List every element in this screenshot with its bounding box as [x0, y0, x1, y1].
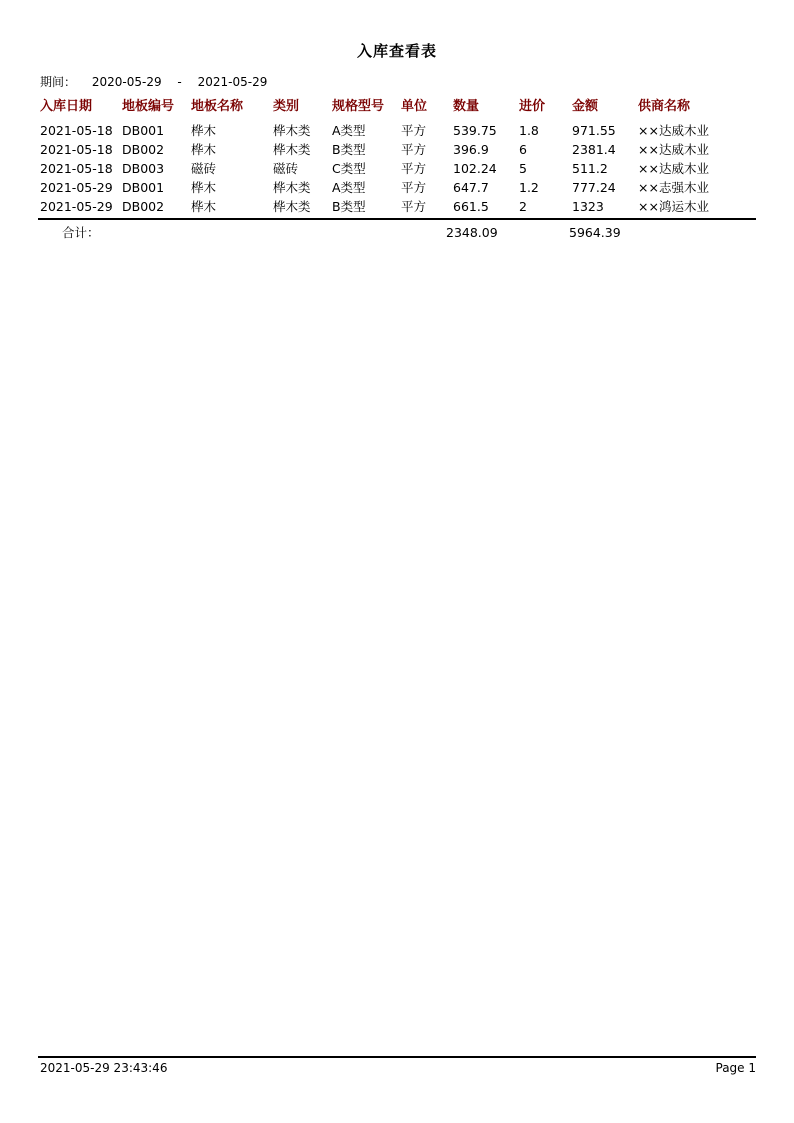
cell-code: DB001: [122, 180, 165, 195]
cell-code: DB003: [122, 161, 165, 176]
col-header-price: 进价: [519, 99, 546, 114]
cell-unit: 平方: [401, 161, 427, 176]
cell-amount: 777.24: [572, 180, 616, 195]
col-header-spec: 规格型号: [332, 99, 385, 114]
cell-price: 1.8: [519, 123, 539, 138]
table-header: [0, 97, 794, 116]
report-title: 入库查看表: [356, 42, 437, 60]
cell-unit: 平方: [401, 123, 427, 138]
totals-amount: 5964.39: [569, 225, 621, 240]
cell-supplier: ××达威木业: [638, 123, 709, 138]
footer-page-number: Page 1: [715, 1061, 756, 1075]
cell-date: 2021-05-18: [40, 123, 113, 138]
cell-supplier: ××志强木业: [638, 180, 709, 195]
cell-supplier: ××达威木业: [638, 142, 709, 157]
col-header-code: 地板编号: [122, 99, 175, 114]
cell-category: 桦木类: [273, 180, 311, 195]
cell-quantity: 102.24: [453, 161, 497, 176]
cell-name: 桦木: [191, 199, 217, 214]
cell-unit: 平方: [401, 199, 427, 214]
totals-row: [0, 223, 794, 242]
cell-price: 2: [519, 199, 527, 214]
cell-quantity: 661.5: [453, 199, 489, 214]
cell-spec: B类型: [332, 142, 366, 157]
cell-amount: 2381.4: [572, 142, 616, 157]
cell-category: 磁砖: [273, 161, 299, 176]
cell-spec: B类型: [332, 199, 366, 214]
cell-name: 桦木: [191, 142, 217, 157]
cell-price: 6: [519, 142, 527, 157]
col-header-quantity: 数量: [453, 99, 480, 114]
table-bottom-rule: [38, 218, 756, 220]
cell-spec: A类型: [332, 123, 366, 138]
cell-code: DB001: [122, 123, 165, 138]
cell-amount: 971.55: [572, 123, 616, 138]
report-period: [40, 73, 267, 90]
cell-supplier: ××鸿运木业: [638, 199, 709, 214]
totals-quantity: 2348.09: [446, 225, 498, 240]
period-start: 2020-05-29: [91, 75, 162, 89]
cell-spec: C类型: [332, 161, 366, 176]
cell-date: 2021-05-29: [40, 199, 113, 214]
cell-category: 桦木类: [273, 142, 311, 157]
cell-unit: 平方: [401, 142, 427, 157]
cell-quantity: 396.9: [453, 142, 489, 157]
table-row: [0, 178, 794, 197]
table-row: [0, 197, 794, 216]
table-row: [0, 121, 794, 140]
cell-amount: 1323: [572, 199, 604, 214]
table-row: [0, 159, 794, 178]
cell-date: 2021-05-18: [40, 161, 113, 176]
cell-date: 2021-05-18: [40, 142, 113, 157]
cell-amount: 511.2: [572, 161, 608, 176]
col-header-unit: 单位: [401, 99, 428, 114]
period-separator: -: [177, 75, 182, 89]
cell-code: DB002: [122, 142, 165, 157]
cell-price: 1.2: [519, 180, 539, 195]
period-label: 期间：: [40, 75, 77, 89]
cell-quantity: 647.7: [453, 180, 489, 195]
totals-label: 合计：: [62, 225, 100, 240]
cell-unit: 平方: [401, 180, 427, 195]
cell-category: 桦木类: [273, 123, 311, 138]
col-header-supplier: 供商名称: [638, 99, 691, 114]
footer-rule: [38, 1056, 756, 1058]
cell-code: DB002: [122, 199, 165, 214]
footer-printed-at: 2021-05-29 23:43:46: [40, 1061, 168, 1075]
col-header-amount: 金额: [572, 99, 599, 114]
col-header-category: 类别: [273, 99, 300, 114]
cell-supplier: ××达威木业: [638, 161, 709, 176]
cell-category: 桦木类: [273, 199, 311, 214]
cell-name: 桦木: [191, 123, 217, 138]
period-end: 2021-05-29: [197, 75, 268, 89]
col-header-date: 入库日期: [40, 99, 93, 114]
cell-date: 2021-05-29: [40, 180, 113, 195]
table-row: [0, 140, 794, 159]
cell-name: 磁砖: [191, 161, 217, 176]
cell-name: 桦木: [191, 180, 217, 195]
cell-price: 5: [519, 161, 527, 176]
cell-spec: A类型: [332, 180, 366, 195]
col-header-name: 地板名称: [191, 99, 244, 114]
cell-quantity: 539.75: [453, 123, 497, 138]
